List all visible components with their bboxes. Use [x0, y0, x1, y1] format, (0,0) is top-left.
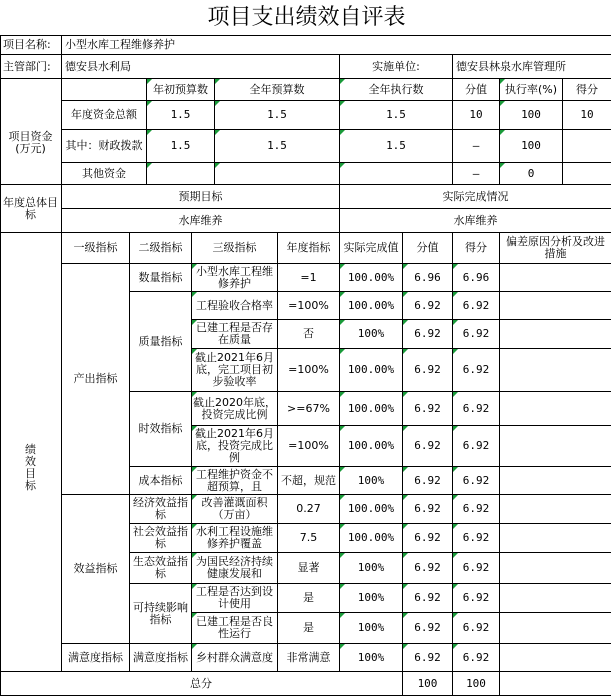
- indicator-score: 6.92: [403, 524, 453, 553]
- dept-label: 主管部门:: [0, 55, 62, 79]
- indicator-score: 6.92: [403, 644, 453, 672]
- fund-got: [563, 163, 611, 185]
- annual-target: =100%: [278, 349, 340, 392]
- indicator-got: 6.92: [453, 392, 500, 426]
- header-executed: 全年执行数: [340, 79, 453, 101]
- header-actual-value: 实际完成值: [340, 233, 403, 264]
- fund-row-label: 年度资金总额: [62, 101, 147, 130]
- indicator-got: 6.92: [453, 349, 500, 392]
- fund-section-label: 项目资金 (万元): [0, 101, 62, 185]
- indicator-score: 6.92: [403, 426, 453, 467]
- level3-indicator: 截止2021年6月底，投资完成比例: [192, 426, 278, 467]
- fund-got: 10: [563, 101, 611, 130]
- level3-indicator: 已建工程是否存在质量: [192, 320, 278, 349]
- fund-got: [563, 130, 611, 163]
- indicator-score: 6.92: [403, 349, 453, 392]
- indicator-score: 6.92: [403, 467, 453, 495]
- level3-indicator: 改善灌溉面积（万亩）: [192, 495, 278, 524]
- annual-target: 不超，规范: [278, 467, 340, 495]
- level2-quality: 质量指标: [130, 292, 192, 392]
- goal-expected-header: 预期目标: [62, 185, 340, 209]
- deviation-reason: [500, 553, 611, 584]
- level2-ecological: 生态效益指标: [130, 553, 192, 584]
- indicator-got: 6.92: [453, 292, 500, 320]
- level3-indicator: 已建工程是否良性运行: [192, 613, 278, 644]
- annual-target: 否: [278, 320, 340, 349]
- fund-rate: 100: [500, 101, 563, 130]
- indicator-score: 6.92: [403, 495, 453, 524]
- indicator-got: 6.92: [453, 426, 500, 467]
- actual-value: 100.00%: [340, 524, 403, 553]
- level2-cost: 成本指标: [130, 467, 192, 495]
- level2-sustainable: 可持续影响指标: [130, 584, 192, 644]
- header-initial-budget: 年初预算数: [147, 79, 215, 101]
- deviation-reason: [500, 264, 611, 292]
- indicator-score: 6.96: [403, 264, 453, 292]
- indicator-score: 6.92: [403, 613, 453, 644]
- deviation-reason: [500, 426, 611, 467]
- page-title: 项目支出绩效自评表: [207, 5, 406, 30]
- level3-indicator: 截止2020年底，投资完成比例: [192, 392, 278, 426]
- goal-label: 年度总体目标: [0, 185, 62, 233]
- level2-timeliness: 时效指标: [130, 392, 192, 467]
- indicator-got: 6.92: [453, 553, 500, 584]
- indicator-got: 6.96: [453, 264, 500, 292]
- level1-output: 产出指标: [62, 264, 130, 495]
- indicator-got: 6.92: [453, 524, 500, 553]
- header-score: 分值: [453, 79, 500, 101]
- indicator-score: 6.92: [403, 553, 453, 584]
- project-name-label: 项目名称:: [0, 35, 62, 55]
- level3-indicator: 水利工程设施维修养护覆盖: [192, 524, 278, 553]
- indicator-got: 6.92: [453, 467, 500, 495]
- level1-benefit: 效益指标: [62, 495, 130, 644]
- level3-indicator: 乡村群众满意度: [192, 644, 278, 672]
- fund-executed: 1.5: [340, 101, 453, 130]
- header-annual-target: 年度指标: [278, 233, 340, 264]
- deviation-reason: [500, 524, 611, 553]
- actual-value: 100.00%: [340, 392, 403, 426]
- indicator-got: 6.92: [453, 584, 500, 613]
- header-annual-budget: 全年预算数: [215, 79, 340, 101]
- fund-executed: 1.5: [340, 130, 453, 163]
- fund-annual: 1.5: [215, 101, 340, 130]
- perf-target-label: 绩 效 目 标: [0, 264, 62, 672]
- goal-actual-value: 水库维养: [340, 209, 611, 233]
- indicator-got: 6.92: [453, 320, 500, 349]
- annual-target: 是: [278, 584, 340, 613]
- goal-actual-header: 实际完成情况: [340, 185, 611, 209]
- impl-unit-label: 实施单位:: [340, 55, 453, 79]
- fund-annual: [215, 163, 340, 185]
- level3-indicator: 小型水库工程维修养护: [192, 264, 278, 292]
- header-deviation: 偏差原因分析及改进措施: [500, 233, 611, 264]
- fund-score: –: [453, 130, 500, 163]
- annual-target: 是: [278, 613, 340, 644]
- level3-indicator: 工程验收合格率: [192, 292, 278, 320]
- deviation-reason: [500, 292, 611, 320]
- indicator-score: 6.92: [403, 320, 453, 349]
- actual-value: 100.00%: [340, 264, 403, 292]
- total-blank: [500, 672, 611, 696]
- header-level1: 一级指标: [62, 233, 130, 264]
- actual-value: 100%: [340, 644, 403, 672]
- fund-initial: [147, 163, 215, 185]
- header-level3: 三级指标: [192, 233, 278, 264]
- deviation-reason: [500, 349, 611, 392]
- actual-value: 100%: [340, 613, 403, 644]
- header-ind-score: 分值: [403, 233, 453, 264]
- dept-value: 德安县水利局: [62, 55, 340, 79]
- fund-score: 10: [453, 101, 500, 130]
- project-name-value: 小型水库工程维修养护: [62, 35, 611, 55]
- actual-value: 100%: [340, 320, 403, 349]
- level3-indicator: 工程是否达到设计使用: [192, 584, 278, 613]
- deviation-reason: [500, 644, 611, 672]
- indicator-score: 6.92: [403, 292, 453, 320]
- level2-social: 社会效益指标: [130, 524, 192, 553]
- annual-target: >=67%: [278, 392, 340, 426]
- actual-value: 100.00%: [340, 349, 403, 392]
- level3-indicator: 为国民经济持续健康发展和: [192, 553, 278, 584]
- level3-indicator: 工程维护资金不超预算，且: [192, 467, 278, 495]
- annual-target: =100%: [278, 426, 340, 467]
- deviation-reason: [500, 495, 611, 524]
- fund-corner: [0, 79, 62, 101]
- level3-indicator: 截止2021年6月底，完工项目初步验收率: [192, 349, 278, 392]
- fund-rate: 100: [500, 130, 563, 163]
- actual-value: 100.00%: [340, 495, 403, 524]
- indicator-score: 6.92: [403, 584, 453, 613]
- level2-economic: 经济效益指标: [130, 495, 192, 524]
- annual-target: 0.27: [278, 495, 340, 524]
- level1-satisfaction: 满意度指标: [62, 644, 130, 672]
- total-got: 100: [453, 672, 500, 696]
- actual-value: 100.00%: [340, 426, 403, 467]
- annual-target: 非常满意: [278, 644, 340, 672]
- actual-value: 100.00%: [340, 292, 403, 320]
- fund-rate: 0: [500, 163, 563, 185]
- fund-initial: 1.5: [147, 130, 215, 163]
- fund-initial: 1.5: [147, 101, 215, 130]
- ind-corner: [0, 233, 62, 264]
- header-exec-rate: 执行率(%): [500, 79, 563, 101]
- annual-target: 7.5: [278, 524, 340, 553]
- fund-row-label: 其他资金: [62, 163, 147, 185]
- fund-executed: [340, 163, 453, 185]
- actual-value: 100%: [340, 584, 403, 613]
- level2-satisfaction: 满意度指标: [130, 644, 192, 672]
- deviation-reason: [500, 392, 611, 426]
- annual-target: =1: [278, 264, 340, 292]
- goal-expected-value: 水库维养: [62, 209, 340, 233]
- fund-header-blank: [62, 79, 147, 101]
- level2-quantity: 数量指标: [130, 264, 192, 292]
- header-got: 得分: [563, 79, 611, 101]
- header-level2: 二级指标: [130, 233, 192, 264]
- deviation-reason: [500, 467, 611, 495]
- total-score: 100: [403, 672, 453, 696]
- impl-unit-value: 德安县林泉水库管理所: [453, 55, 611, 79]
- actual-value: 100%: [340, 467, 403, 495]
- deviation-reason: [500, 613, 611, 644]
- fund-score: –: [453, 163, 500, 185]
- fund-annual: 1.5: [215, 130, 340, 163]
- header-ind-got: 得分: [453, 233, 500, 264]
- annual-target: =100%: [278, 292, 340, 320]
- indicator-score: 6.92: [403, 392, 453, 426]
- indicator-got: 6.92: [453, 613, 500, 644]
- actual-value: 100%: [340, 553, 403, 584]
- annual-target: 显著: [278, 553, 340, 584]
- fund-row-label: 其中：财政拨款: [62, 130, 147, 163]
- indicator-got: 6.92: [453, 495, 500, 524]
- deviation-reason: [500, 584, 611, 613]
- indicator-got: 6.92: [453, 644, 500, 672]
- deviation-reason: [500, 320, 611, 349]
- total-label: 总分: [0, 672, 403, 696]
